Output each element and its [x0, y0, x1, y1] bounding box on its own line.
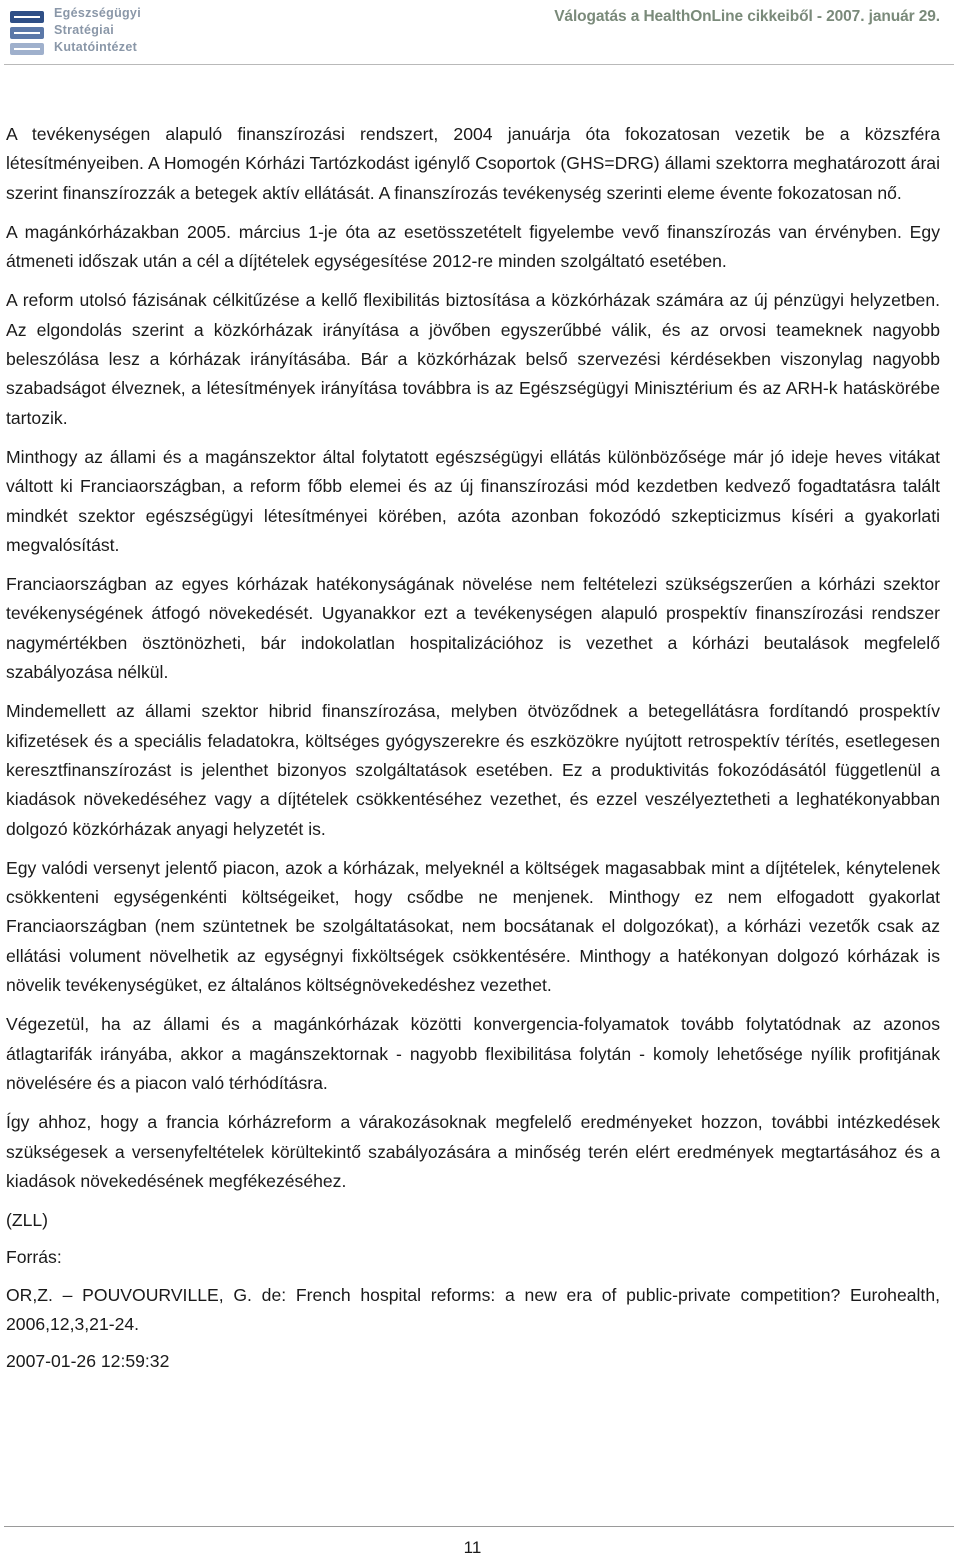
paragraph-6: Mindemellett az állami szektor hibrid finanszírozása, melyben ötvöződnek a betegellátásra fordítandó prospektív kifizetések és a speciális feladatokra, költséges gyógyszerekre és eszközökre nyújtott retrospektív térítés, esetlegesen keresztfinanszírozást is jelenthet bizonyos szolgáltatások esetében. Ez a produktivitás fokozódásától függetlenül a kiadások növekedéséhez vagy a díjtételek csökkentéséhez vezethet, és ezzel veszélyeztetheti a leghatékonyabban dolgozó közkórházak anyagi helyzetét is.	[6, 701, 940, 839]
paragraph-7: Egy valódi versenyt jelentő piacon, azok a kórházak, melyeknél a költségek magasabbak mint a díjtételek, kénytelenek csökkenteni egységenkénti költségeiket, hogy csődbe ne menjenek. Minthogy ez nem elfogadott gyakorlat Franciaországban (nem szüntetnek be szolgáltatásokat, nem bocsátanak el dolgozókat), a kórházi vezetők csak az ellátási volument növelhetik az egységnyi fixköltségek csökkentésére. Minthogy a hatékonyan dolgozó kórházak is növelik tevékenységüket, ez általános költségnövekedéshez vezethet.	[6, 857, 940, 996]
header-title	[554, 8, 940, 26]
paragraph-8: Végezetül, ha az állami és a magánkórházak közötti konvergencia-folyamatok tovább folytatódnak az azonos átlagtarifák irányába, akkor a magánszektornak - nagyobb flexibilitása folytán - komoly lehetősége nyílik profitjának növelésére és a piacon való térhódításra.	[6, 1014, 940, 1093]
logo-line-3: Kutatóintézet	[54, 40, 138, 54]
institute-logo-icon	[8, 7, 46, 59]
paragraph-2: A magánkórházakban 2005. március 1-je óta az esetösszetételt figyelembe vevő finanszírozás van érvényben. Egy átmeneti időszak után a cél a díjtételek egységesítése 2012-re minden szolgáltató esetében.	[6, 221, 940, 272]
page-number: 11	[463, 1538, 482, 1557]
logo-line-2: Stratégiai	[54, 23, 114, 37]
paragraph-4: Minthogy az állami és a magánszektor által folytatott egészségügyi ellátás különbözősége már jó ideje heves vitákat váltott ki Franciaországban, a reform főbb elemei és az új finanszírozási mód kezdetben kedvező fogadtatásra talált mindkét szektor egészségügyi létesítményei körében, azóta azonban fokozódó szkepticizmus kíséri a gyakorlati megvalósítást.	[6, 446, 940, 555]
logo-text	[54, 5, 141, 56]
paragraph-1: A tevékenységen alapuló finanszírozási rendszert, 2004 januárja óta fokozatosan vezetik be a közszféra létesítményeiben. A Homogén Kórházi Tartózkodást igénylő Csoportok (GHS=DRG) állami szektorra meghatározott árai szerint finanszírozzák a betegek aktív ellátását. A finanszírozás tevékenység szerinti eleme évente fokozatosan nő.	[6, 124, 940, 203]
source-citation: OR,Z. – POUVOURVILLE, G. de: French hospital reforms: a new era of public-private competition? Eurohealth, 2006,12,3,21-24.	[6, 1284, 940, 1334]
institute-logo	[8, 5, 148, 63]
article-body	[6, 120, 940, 1377]
timestamp: 2007-01-26 12:59:32	[6, 1351, 170, 1372]
header-date: 2007. január 29.	[826, 8, 940, 25]
page-header	[0, 0, 960, 62]
author-initials: (ZLL)	[6, 1210, 49, 1231]
header-divider	[4, 64, 954, 65]
header-title-text: Válogatás a HealthOnLine cikkeiből -	[554, 8, 827, 25]
paragraph-5: Franciaországban az egyes kórházak hatékonyságának növelése nem feltételezi szükségszerűen a kórházi szektor tevékenységének átfogó növekedését. Ugyanakkor ezt a tevékenységen alapuló prospektív finanszírozási rendszer nagymértékben ösztönözheti, bár indokolatlan hospitalizációhoz is vezethet a kórházi beutalások megfelelő szabályozása nélkül.	[6, 574, 940, 683]
source-label: Forrás:	[6, 1247, 62, 1268]
paragraph-9: Így ahhoz, hogy a francia kórházreform a várakozásoknak megfelelő eredményeket hozzon, további intézkedések szükségesek a versenyfeltételek körültekintő szabályozására a minőség terén elért eredmények megtartásához és a kiadások növekedésének megfékezéséhez.	[6, 1112, 940, 1191]
paragraph-3: A reform utolsó fázisának célkitűzése a kellő flexibilitás biztosítása a közkórházak számára az új pénzügyi helyzetben. Az elgondolás szerint a közkórházak irányítása a jövőben egyszerűbbé válik, és az orvosi teameknek nagyobb beleszólása lesz a kórházak irányításába. Bár a közkórházak belső szervezési kérdésekben viszonylag nagyobb szabadságot élveznek, a létesítmények irányítása továbbra is az Egészségügyi Minisztérium és az ARH-k hatáskörébe tartozik.	[6, 290, 940, 428]
footer-divider	[4, 1526, 954, 1527]
logo-line-1: Egészségügyi	[54, 6, 141, 20]
